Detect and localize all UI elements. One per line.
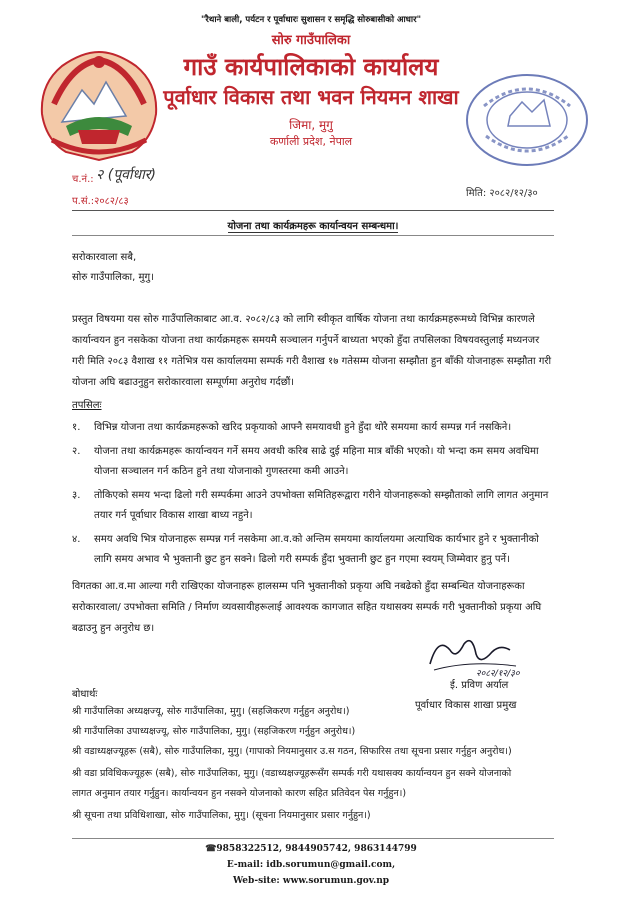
body-paragraph-1: प्रस्तुत विषयमा यस सोरु गाउँपालिकाबाट आ.व. २०८२/८३ को लागि स्वीकृत वार्षिक योजना तथा कार्यक्रमहरूमध्ये विभिन्न कारणले कार्यान्वयन हुन नसकेका योजना तथा कार्यक्रमहरू समयमै सञ्चालन गर्नुपर्ने बाध्यता भएको हुँदा तपसिलका विषयवस्तुलाई मध्यनजर गरी मिति २०८३ वैशाख ११ गतेभित्र यस कार्यालयमा सम्पर्क गरी वैशाख १७ गतेसम्म योजना सम्झौता हुन बाँकी योजनाहरू सम्झौता गरी योजना अघि बढाउनुहुन सरोकारवाला सम्पूर्णमा अनुरोध गर्दछौं। [72,314,552,388]
list-heading: तपसिलः [72,400,102,411]
header-divider [72,210,554,211]
nepal-emblem-icon [32,44,166,162]
signature-mark [420,630,540,680]
location-line-1: जिमा, मुगु [289,118,333,132]
office-name: गाउँ कार्यपालिकाको कार्यालय [183,53,439,81]
section-name: पूर्वाधार विकास तथा भवन नियमन शाखा [163,85,459,109]
office-stamp [462,70,592,170]
cc-line: लागत अनुमान तयार गर्नुहुन। कार्यान्वयन हुन नसक्ने योजनाको कारण सहित प्रतिवेदन पेस गर्नुहुन।) [72,788,407,799]
ref-number-value: २ (पूर्वाधार) [96,167,156,183]
fiscal-year-label: प.सं.:२०८२/८३ [72,196,129,207]
cc-line: श्री वडाध्यक्षज्यूहरू (सबै), सोरु गाउँपालिका, मुगु। (गापाको नियमानुसार उ.स गठन, सिफारिस तथा सूचना प्रसार गर्नुहुन अनुरोध।) [72,746,512,757]
recipient-line-2: सोरु गाउँपालिका, मुगु। [72,272,154,283]
body-paragraph-2: विगतका आ.व.मा आल्या गरी राखिएका योजनाहरू हालसम्म पनि भुक्तानीको प्रकृया अघि नबढेको हुँदा सम्बन्धित योजनाहरूका सरोकारवाला/ उपभोक्ता समिति / निर्माण व्यवसायीहरूलाई आवश्यक कागजात सहित यथासक्य सम्पर्क गरी भुक्तानीको प्रकृया अघि बढाउनु हुन अनुरोध छ। [72,581,542,634]
footer-phones: ☎9858322512, 9844905742, 9863144799 [205,844,417,854]
cc-line: श्री वडा प्रविधिकज्यूहरू (सबै), सोरु गाउँपालिका, मुगु। (वडाध्यक्षज्यूहरूसँग सम्पर्क गरी यथासक्य कार्यान्वयन हुन सक्ने योजनाको [72,768,512,779]
ref-number-label: च.नं.: [72,174,94,185]
cc-line: श्री गाउँपालिका अध्यक्षज्यू, सोरु गाउँपालिका, मुगु। (सहजिकरण गर्नुहुन अनुरोध।) [72,706,350,717]
cc-line: श्री सूचना तथा प्रविधिशाखा, सोरु गाउँपालिका, मुगु। (सूचना नियमानुसार प्रसार गर्नुहुन।) [72,810,371,821]
letterhead-motto: "रैथाने बाली, पर्यटन र पूर्वाधारः सुशासन र समृद्धि सोरुबासीको आधार" [200,15,422,25]
letter-subject: योजना तथा कार्यक्रमहरू कार्यान्वयन सम्बन्धमा। [227,221,399,232]
cc-line: श्री गाउँपालिका उपाध्यक्षज्यू, सोरु गाउँपालिका, मुगु। (सहजिकरण गर्नुहुन अनुरोध।) [72,726,356,737]
signatory-name: ई. प्रविण अर्याल [450,680,509,691]
svg-text:२०८२/१२/३०: २०८२/१२/३० [476,669,520,679]
footer-website: Web-site: www.sorumun.gov.np [232,876,390,886]
signatory-title: पूर्वाधार विकास शाखा प्रमुख [415,700,517,711]
municipality-name: सोरु गाउँपालिका [271,33,351,48]
phone-icon: ☎ [205,844,217,854]
letter-date: मिति: २०८२/१२/३० [466,188,538,199]
footer-email: E-mail: idb.sorumun@gmail.com, [226,860,396,870]
location-line-2: कर्णाली प्रदेश, नेपाल [269,135,353,148]
footer-divider [72,838,554,839]
subject-divider [72,235,554,236]
cc-label: बोधार्थः [72,689,98,700]
recipient-line-1: सरोकारवाला सबै, [72,252,137,263]
